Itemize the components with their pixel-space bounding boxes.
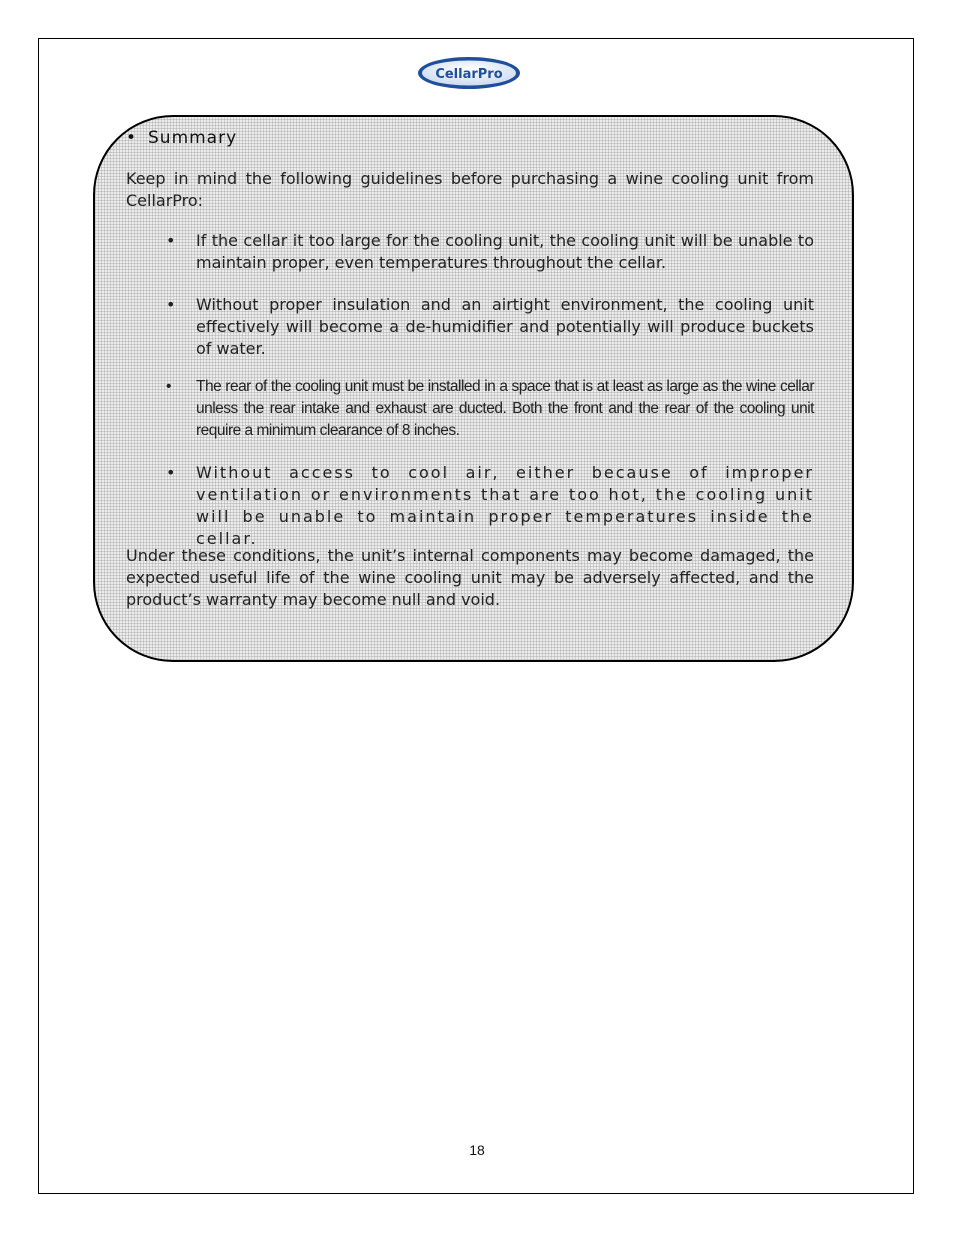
summary-heading (126, 128, 237, 148)
guideline-text: The rear of the cooling unit must be installed in a space that is at least as large as the wine cellar unless the rear intake and exhaust are ducted. Both the front and the rear of the cooling unit require a minimum clearance of 8 inches. (196, 378, 814, 439)
guideline-item (166, 462, 814, 550)
heading-bullet-icon: • (126, 128, 138, 148)
guideline-text: Without access to cool air, either because of improper ventilation or environments that are too hot, the cooling unit will be unable to maintain proper temperatures inside the cellar. (196, 463, 814, 548)
guideline-text: If the cellar it too large for the cooling unit, the cooling unit will be unable to maintain proper, even temperatures throughout the cellar. (196, 231, 814, 272)
cellarpro-logo (417, 56, 521, 90)
guideline-text: Without proper insulation and an airtight environment, the cooling unit effectively will become a de-humidifier and potentially will produce buckets of water. (196, 295, 814, 358)
logo-text: CellarPro (435, 67, 503, 82)
guideline-item (166, 230, 814, 274)
summary-heading-text: Summary (148, 128, 238, 148)
page-number: 18 (469, 1142, 485, 1158)
bullet-icon: • (166, 231, 176, 250)
guideline-item (166, 294, 814, 360)
guideline-list (166, 230, 814, 550)
guideline-item (166, 376, 814, 442)
summary-intro: Keep in mind the following guidelines before purchasing a wine cooling unit from CellarPro: (126, 169, 814, 210)
bullet-icon: • (166, 295, 176, 314)
bullet-icon: • (166, 378, 171, 395)
bullet-icon: • (166, 463, 178, 482)
summary-closing: Under these conditions, the unit’s internal components may become damaged, the expected useful life of the wine cooling unit may be adversely affected, and the product’s warranty may become null and void. (126, 546, 814, 609)
